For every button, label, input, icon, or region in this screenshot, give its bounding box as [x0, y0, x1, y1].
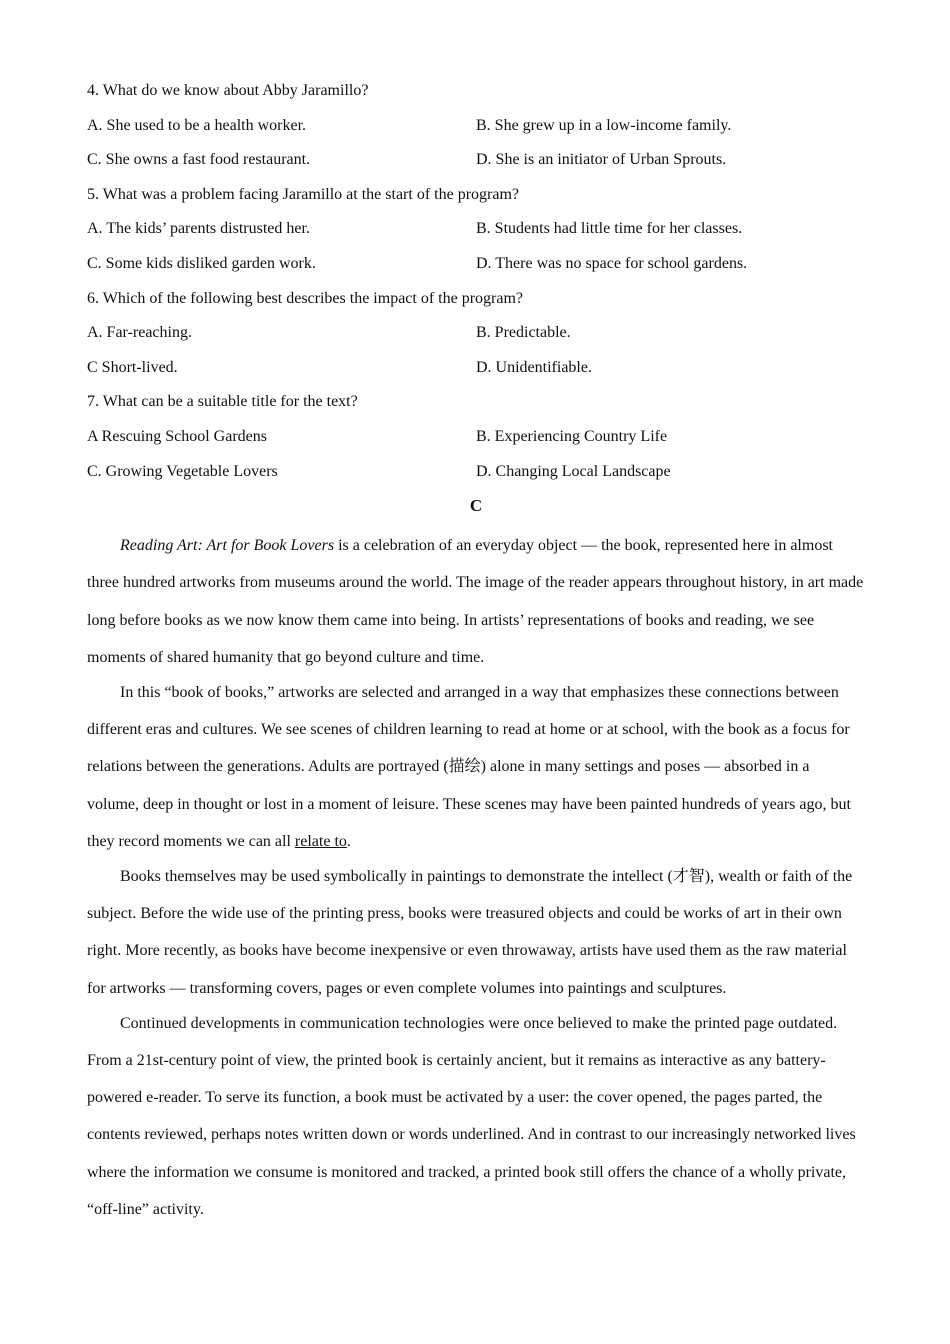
question-6-stem: 6. Which of the following best describes the impact of the program?: [87, 289, 524, 307]
question-7-option-c: C. Growing Vegetable Lovers: [87, 462, 278, 480]
question-6-option-a: A. Far-reaching.: [87, 324, 192, 342]
question-7-options-row-1: [87, 424, 865, 459]
paragraph-1-text: is a celebration of an everyday object — the book, represented here in almost three hundred artworks from museums around the world. The image of the reader appears throughout history, in art made long before books as we now know them came into being. In artists’ representations of books and reading, we see moments of shared humanity that go beyond culture and time.: [87, 537, 864, 666]
question-5-options-row-1: [87, 216, 865, 251]
question-4-option-b: B. She grew up in a low-income family.: [476, 116, 732, 134]
passage-paragraph-2: [87, 674, 865, 860]
question-4-option-c: C. She owns a fast food restaurant.: [87, 151, 311, 169]
question-7-option-d: D. Changing Local Landscape: [476, 462, 671, 480]
question-7-stem: 7. What can be a suitable title for the text?: [87, 393, 358, 411]
question-5-options-row-2: [87, 251, 865, 286]
section-c-title: C: [469, 496, 483, 516]
question-6-options-row-2: [87, 355, 865, 390]
paragraph-2-text: In this “book of books,” artworks are selected and arranged in a way that emphasizes these connections between different eras and cultures. We see scenes of children learning to read at home or at school, with the book as a focus for relations between the generations. Adults are portrayed (描绘) alone in many settings and poses — absorbed in a volume, deep in thought or lost in a moment of leisure. These scenes may have been painted hundreds of years ago, but they record moments we can all: [87, 683, 851, 850]
question-4-option-d: D. She is an initiator of Urban Sprouts.: [476, 151, 727, 169]
question-4-options-row-2: [87, 147, 865, 182]
passage-paragraph-4: Continued developments in communication technologies were once believed to make the printed page outdated. From a 21st-century point of view, the printed book is certainly ancient, but it remains as interactive as any battery-powered e-reader. To serve its function, a book must be activated by a user: the cover opened, the pages parted, the contents reviewed, perhaps notes written down or words underlined. And in contrast to our increasingly networked lives where the information we consume is monitored and tracked, a printed book still offers the chance of a wholly private, “off-line” activity.: [87, 1014, 856, 1218]
question-6-option-b: B. Predictable.: [476, 324, 571, 342]
question-7-options-row-2: [87, 459, 865, 494]
question-4-option-a: A. She used to be a health worker.: [87, 116, 307, 134]
question-7-option-b: B. Experiencing Country Life: [476, 427, 668, 445]
question-4-stem: 4. What do we know about Abby Jaramillo?: [87, 82, 369, 99]
question-7-option-a: A Rescuing School Gardens: [87, 427, 267, 445]
question-5-option-b: B. Students had little time for her classes.: [476, 220, 743, 238]
question-6-option-d: D. Unidentifiable.: [476, 358, 592, 376]
paragraph-2-end: .: [346, 832, 351, 850]
book-title: Reading Art: Art for Book Lovers: [120, 537, 335, 555]
passage-paragraph-1: [87, 527, 865, 676]
question-6-option-c: C Short-lived.: [87, 358, 178, 376]
question-5-option-c: C. Some kids disliked garden work.: [87, 254, 316, 272]
question-6-options-row-1: [87, 320, 865, 355]
underlined-phrase: relate to: [294, 832, 347, 850]
question-4-options-row-1: [87, 113, 865, 148]
question-5-stem: 5. What was a problem facing Jaramillo at the start of the program?: [87, 185, 519, 203]
document-page: [87, 78, 865, 1228]
question-5-option-a: A. The kids’ parents distrusted her.: [87, 220, 310, 238]
question-5-option-d: D. There was no space for school gardens.: [476, 254, 748, 272]
passage-paragraph-3: Books themselves may be used symbolically in paintings to demonstrate the intellect (才智), wealth or faith of the subject. Before the wide use of the printing press, books were treasured objects and could be works of art in their own right. More recently, as books have become inexpensive or even throwaway, artists have used them as the raw material for artworks — transforming covers, pages or even complete volumes into paintings and sculptures.: [87, 867, 853, 997]
